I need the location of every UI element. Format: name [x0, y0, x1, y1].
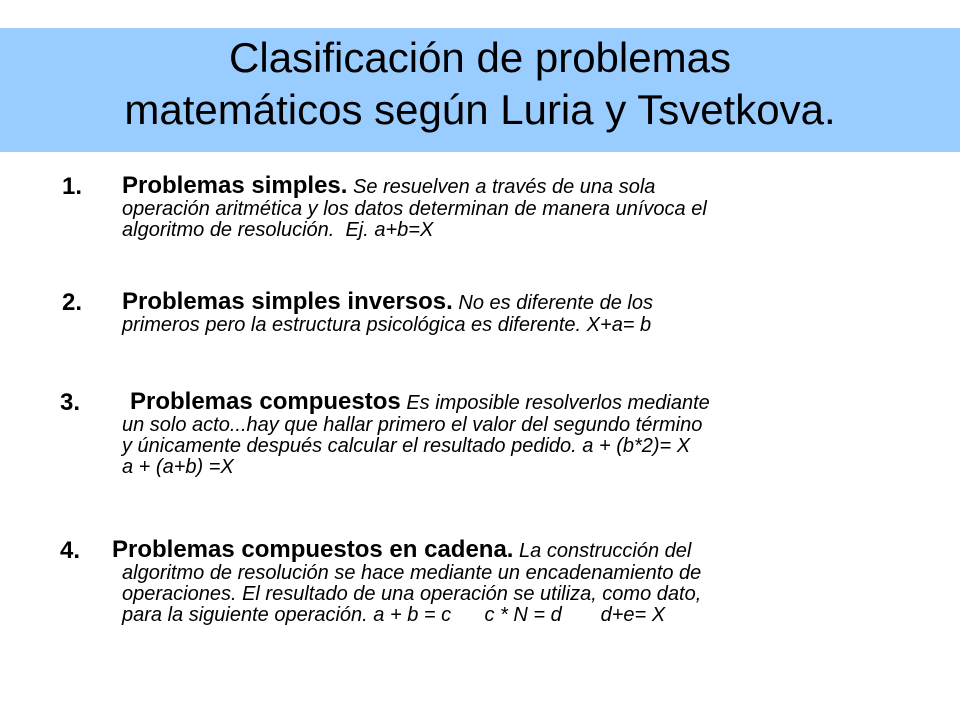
item-description-line: algoritmo de resolución. Ej. a+b=X	[122, 219, 434, 241]
list-item	[62, 172, 922, 241]
item-description-line: para la siguiente operación. a + b = c c * N = d d+e= X	[122, 604, 666, 626]
item-first-line	[112, 538, 922, 563]
item-description-line: operaciones. El resultado de una operación se utiliza, como dato,	[122, 583, 702, 605]
item-description-line: operación aritmética y los datos determinan de manera unívoca el	[122, 198, 707, 220]
item-heading: Problemas simples inversos.	[122, 288, 453, 315]
item-first-line	[122, 390, 922, 415]
slide-title-line-1: Clasificación de problemas	[229, 34, 731, 81]
item-description-line: un solo acto...hay que hallar primero el valor del segundo término	[122, 414, 703, 436]
list-item	[62, 288, 922, 336]
item-number: 2.	[62, 289, 83, 316]
item-number: 4.	[60, 537, 81, 564]
item-description-line: algoritmo de resolución se hace mediante un encadenamiento de	[122, 562, 702, 584]
item-number: 3.	[60, 389, 81, 416]
item-number: 1.	[62, 173, 83, 200]
item-first-line	[122, 290, 922, 315]
item-first-line	[122, 174, 922, 199]
item-description-start: No es diferente de los	[458, 292, 653, 314]
item-description-line: primeros pero la estructura psicológica es diferente. X+a= b	[122, 314, 652, 336]
item-description-start: La construcción del	[519, 540, 692, 562]
list-item	[60, 536, 922, 626]
item-heading: Problemas simples.	[122, 172, 348, 199]
item-heading: Problemas compuestos	[130, 388, 401, 415]
item-description-line: a + (a+b) =X	[122, 456, 234, 478]
slide-title-line-2: matemáticos según Luria y Tsvetkova.	[124, 86, 836, 133]
item-heading: Problemas compuestos en cadena.	[112, 536, 514, 563]
item-description-start: Es imposible resolverlos mediante	[406, 392, 710, 414]
list-item	[60, 388, 922, 478]
item-description-start: Se resuelven a través de una sola	[353, 176, 656, 198]
item-description-line: y únicamente después calcular el resultado pedido. a + (b*2)= X	[122, 435, 691, 457]
